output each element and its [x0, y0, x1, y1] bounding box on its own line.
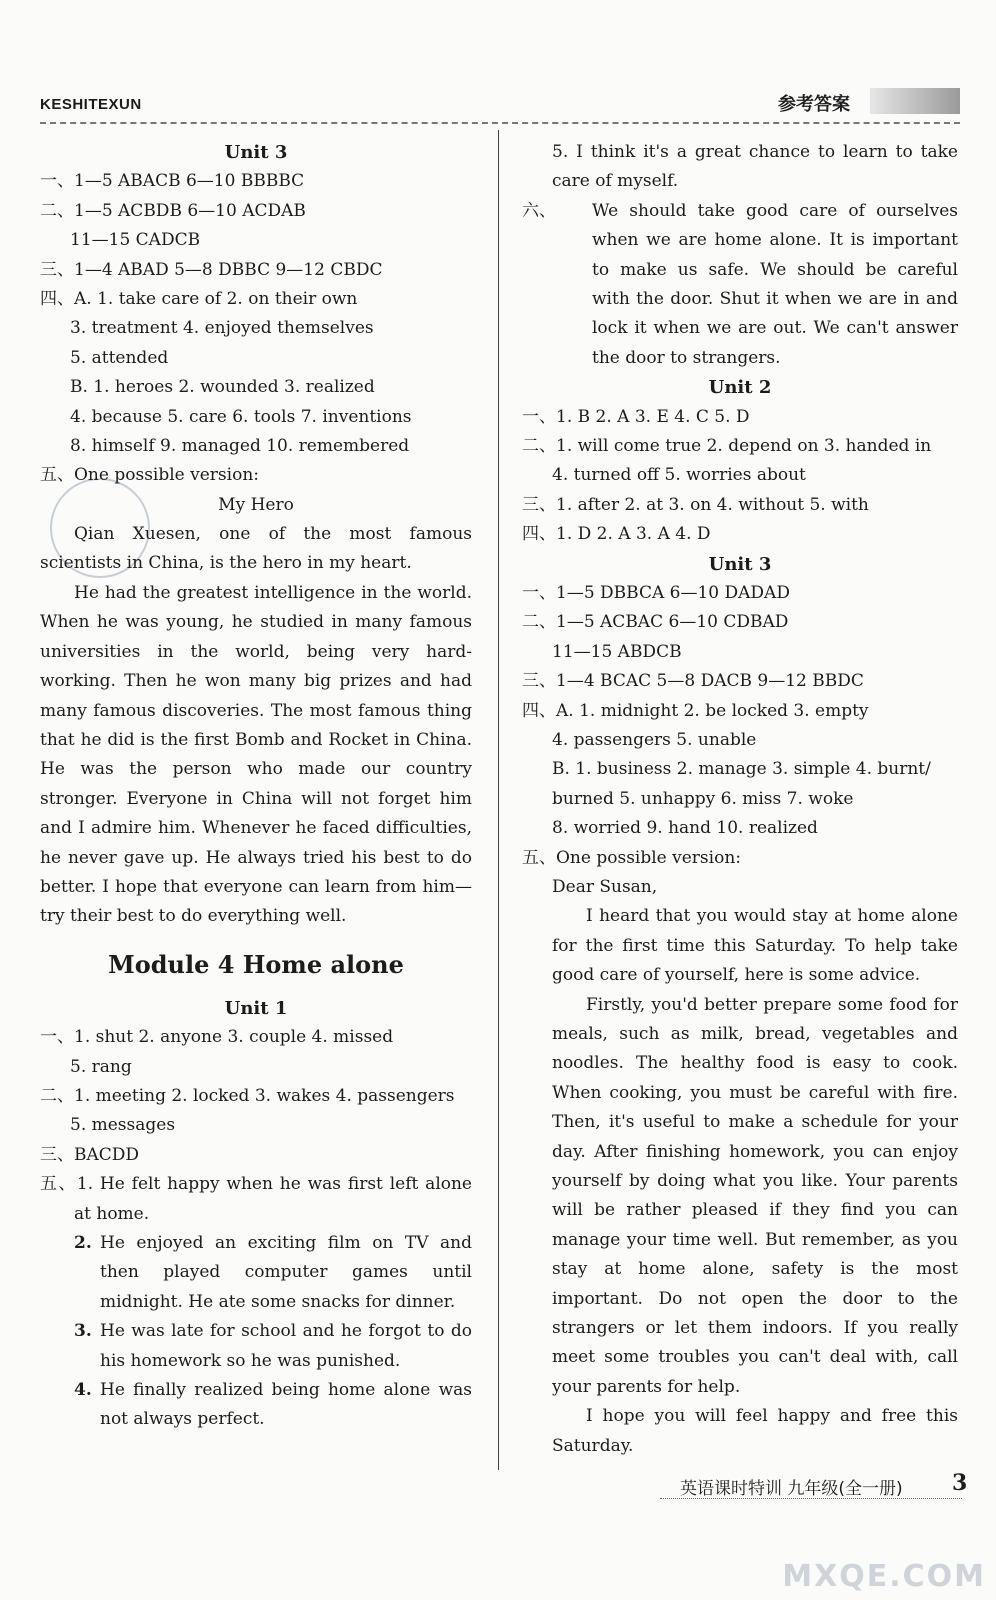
item-number: 六、 [522, 200, 556, 221]
answer-line: 一、1—5 ABACB 6—10 BBBBC [40, 171, 305, 192]
footer-divider [660, 1498, 962, 1499]
unit-title: Unit 3 [224, 142, 288, 163]
answer-line: 4. passengers 5. unable [552, 729, 757, 750]
answer-line: 5. messages [70, 1115, 176, 1136]
answer-line: 一、1. shut 2. anyone 3. couple 4. missed [40, 1027, 394, 1048]
page-number: 3 [952, 1470, 968, 1496]
right-column [522, 138, 958, 1461]
answer-line: 五、One possible version: [40, 465, 259, 486]
answer-line: 一、1. B 2. A 3. E 4. C 5. D [522, 406, 750, 427]
answer-line: 四、A. 1. take care of 2. on their own [40, 288, 358, 309]
item-text: We should take good care of ourselves when we are home alone. It is important to make us safe. We should be careful with the door. Shut it when we are in and lock it when we are out. We can't answer the door to strangers. [592, 200, 958, 368]
answer-line: 二、1. will come true 2. depend on 3. handed in [522, 436, 932, 457]
unit-title: Unit 2 [708, 377, 772, 399]
answer-line: 11—15 CADCB [70, 230, 201, 251]
letter-greeting: Dear Susan, [552, 876, 658, 897]
item-text: He was late for school and he forgot to do his homework so he was punished. [100, 1321, 472, 1371]
letter-paragraph: I heard that you would stay at home alone for the first time this Saturday. To help take good care of yourself, here is some advice. [552, 906, 958, 986]
answer-item [40, 1376, 472, 1435]
answer-line: B. 1. heroes 2. wounded 3. realized [70, 377, 375, 398]
essay-title: My Hero [218, 494, 294, 515]
module-title: Module 4 Home alone [108, 949, 404, 979]
answer-line: 二、1—5 ACBDB 6—10 ACDAB [40, 200, 306, 221]
answer-line: 4. because 5. care 6. tools 7. inventions [70, 406, 412, 427]
answer-line: 四、1. D 2. A 3. A 4. D [522, 524, 711, 545]
answer-line: 四、A. 1. midnight 2. be locked 3. empty [522, 700, 869, 721]
column-divider [498, 130, 499, 1470]
answer-line: 三、1. after 2. at 3. on 4. without 5. with [522, 494, 869, 515]
answer-line: 三、1—4 BCAC 5—8 DACB 9—12 BBDC [522, 671, 864, 692]
answer-line: 二、1—5 ACBAC 6—10 CDBAD [522, 612, 789, 633]
unit-title: Unit 1 [224, 997, 288, 1019]
answer-line: 8. himself 9. managed 10. remembered [70, 435, 410, 456]
answer-line: 5. attended [70, 347, 169, 368]
answer-line: 三、BACDD [40, 1144, 140, 1165]
header-section-title: 参考答案 [778, 94, 850, 115]
answer-line: 3. treatment 4. enjoyed themselves [70, 318, 374, 339]
letter-paragraph: Firstly, you'd better prepare some food for meals, such as milk, bread, vegetables and noodles. The healthy food is easy to cook. When cooking, you must be careful with fire. Then, it's useful to make a schedule for your day. After finishing homework, you can enjoy yourself by doing what you like. Your parents will be rather pleased if they find you can manage your time well. But remember, as you stay at home alone, safety is the most important. Do not open the door to the strangers or let them indoors. If you really meet some troubles you can't deal with, call your parents for help. [552, 994, 958, 1397]
answer-item [522, 197, 958, 373]
item-text: He finally realized being home alone was not always perfect. [100, 1379, 472, 1430]
answer-line: 一、1—5 DBBCA 6—10 DADAD [522, 582, 790, 603]
watermark: MXQE.COM [782, 1559, 986, 1594]
answer-line: burned 5. unhappy 6. miss 7. woke [552, 788, 854, 809]
header-brand: KESHITEXUN [40, 96, 142, 113]
essay-paragraph: Qian Xuesen, one of the most famous scientists in China, is the hero in my heart. [40, 524, 472, 574]
answer-item [40, 1317, 472, 1376]
answer-line: 4. turned off 5. worries about [552, 465, 806, 486]
answer-line: 五、One possible version: [522, 847, 741, 868]
footer-book-title: 英语课时特训 九年级(全一册) [680, 1479, 903, 1499]
answer-line: 11—15 ABDCB [552, 641, 682, 662]
answer-line: 8. worried 9. hand 10. realized [552, 818, 818, 839]
answer-line: B. 1. business 2. manage 3. simple 4. burnt/ [552, 759, 931, 780]
answer-line: 三、1—4 ABAD 5—8 DBBC 9—12 CBDC [40, 259, 383, 280]
item-number: 3. [74, 1321, 92, 1342]
item-text: He enjoyed an exciting film on TV and then played computer games until midnight. He ate some snacks for dinner. [100, 1232, 472, 1312]
answer-line: 5. rang [70, 1056, 132, 1077]
left-column [40, 138, 472, 1435]
answer-item: 五、1. He felt happy when he was first left alone at home. [40, 1174, 472, 1224]
answer-line: 二、1. meeting 2. locked 3. wakes 4. passengers [40, 1085, 455, 1106]
essay-paragraph: He had the greatest intelligence in the world. When he was young, he studied in many famous universities in the world, being very hard-working. Then he won many big prizes and had many famous discoveries. The most famous thing that he did is the first Bomb and Rocket in China. He was the person who made our country stronger. Everyone in China will not forget him and I admire him. Whenever he faced difficulties, he never gave up. He always tried his best to do better. I hope that everyone can learn from him—try their best to do everything well. [40, 582, 472, 927]
item-number: 4. [74, 1379, 92, 1400]
item-number: 2. [74, 1232, 92, 1253]
unit-title: Unit 3 [708, 553, 772, 575]
header-tab-decoration [870, 88, 960, 114]
header-divider [40, 122, 960, 124]
answer-item [40, 1229, 472, 1317]
letter-paragraph: I hope you will feel happy and free this Saturday. [552, 1406, 958, 1456]
answer-item: 5. I think it's a great chance to learn to take care of myself. [552, 142, 958, 192]
